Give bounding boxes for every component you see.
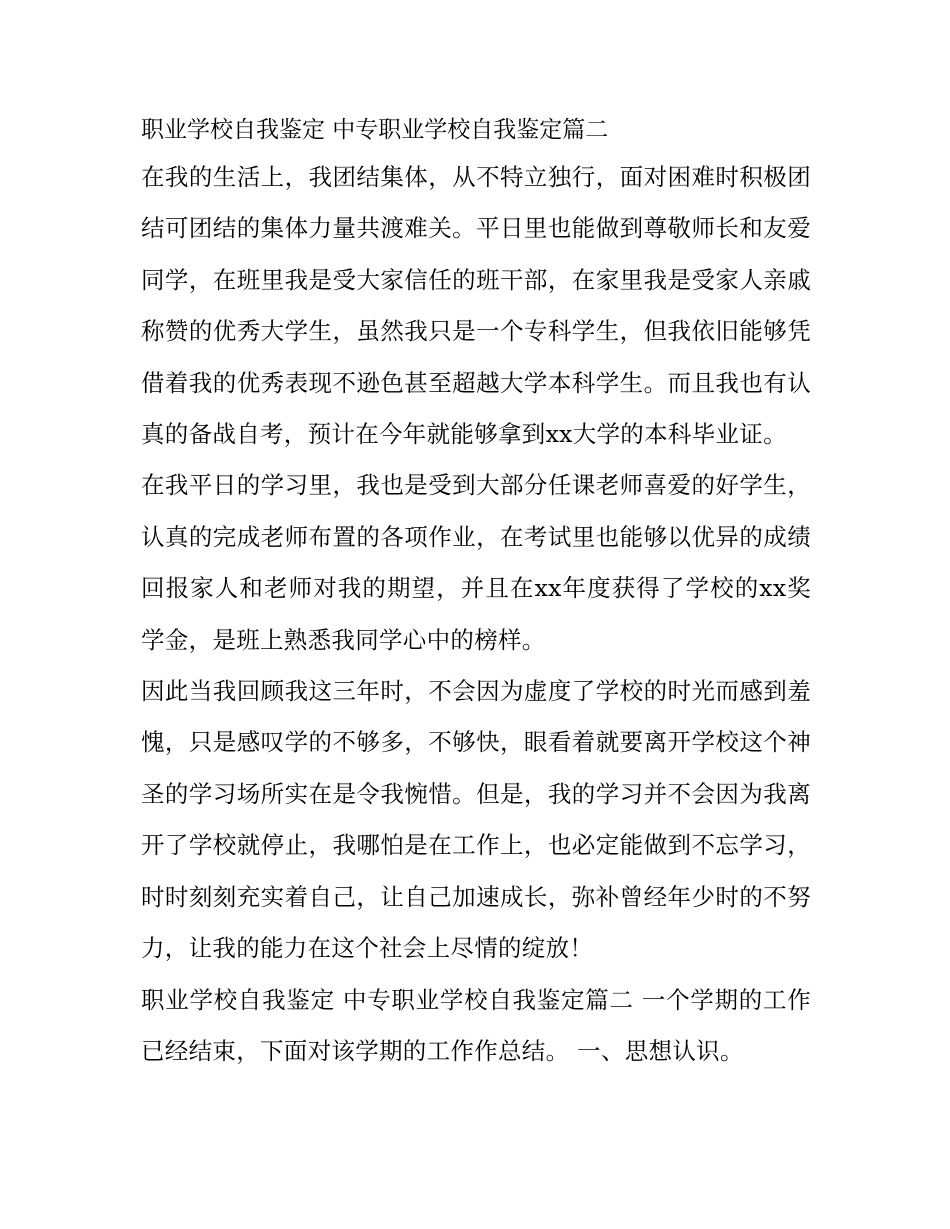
document-title: 职业学校自我鉴定 中专职业学校自我鉴定篇二 xyxy=(141,117,609,143)
paragraph-life: 在我的生活上，我团结集体，从不特立独行，面对困难时积极团结可团结的集体力量共渡难关。平日里也能做到尊敬师长和友爱同学，在班里我是受大家信任的班干部，在家里我是受家人亲戚称赞的优秀大学生，虽然我只是一个专科学生，但我依旧能够凭借着我的优秀表现不逊色甚至超越大学本科学生。而且我也有认真的备战自考，预计在今年就能够拿到xx大学的本科毕业证。 xyxy=(141,163,811,449)
document-body xyxy=(141,108,811,1077)
paragraph-summary-intro: 职业学校自我鉴定 中专职业学校自我鉴定篇二 一个学期的工作已经结束，下面对该学期的工作作总结。 一、思想认识。 xyxy=(141,985,811,1065)
paragraph-study: 在我平日的学习里，我也是受到大部分任课老师喜爱的好学生，认真的完成老师布置的各项作业，在考试里也能够以优异的成绩回报家人和老师对我的期望，并且在xx年度获得了学校的xx奖学金，是班上熟悉我同学心中的榜样。 xyxy=(141,471,811,654)
paragraph-reflection: 因此当我回顾我这三年时，不会因为虚度了学校的时光而感到羞愧，只是感叹学的不够多，不够快，眼看着就要离开学校这个神圣的学习场所实在是令我惋惜。但是，我的学习并不会因为我离开了学校就停止，我哪怕是在工作上，也必定能做到不忘学习，时时刻刻充实着自己，让自己加速成长，弥补曾经年少时的不努力，让我的能力在这个社会上尽情的绽放！ xyxy=(141,677,811,963)
